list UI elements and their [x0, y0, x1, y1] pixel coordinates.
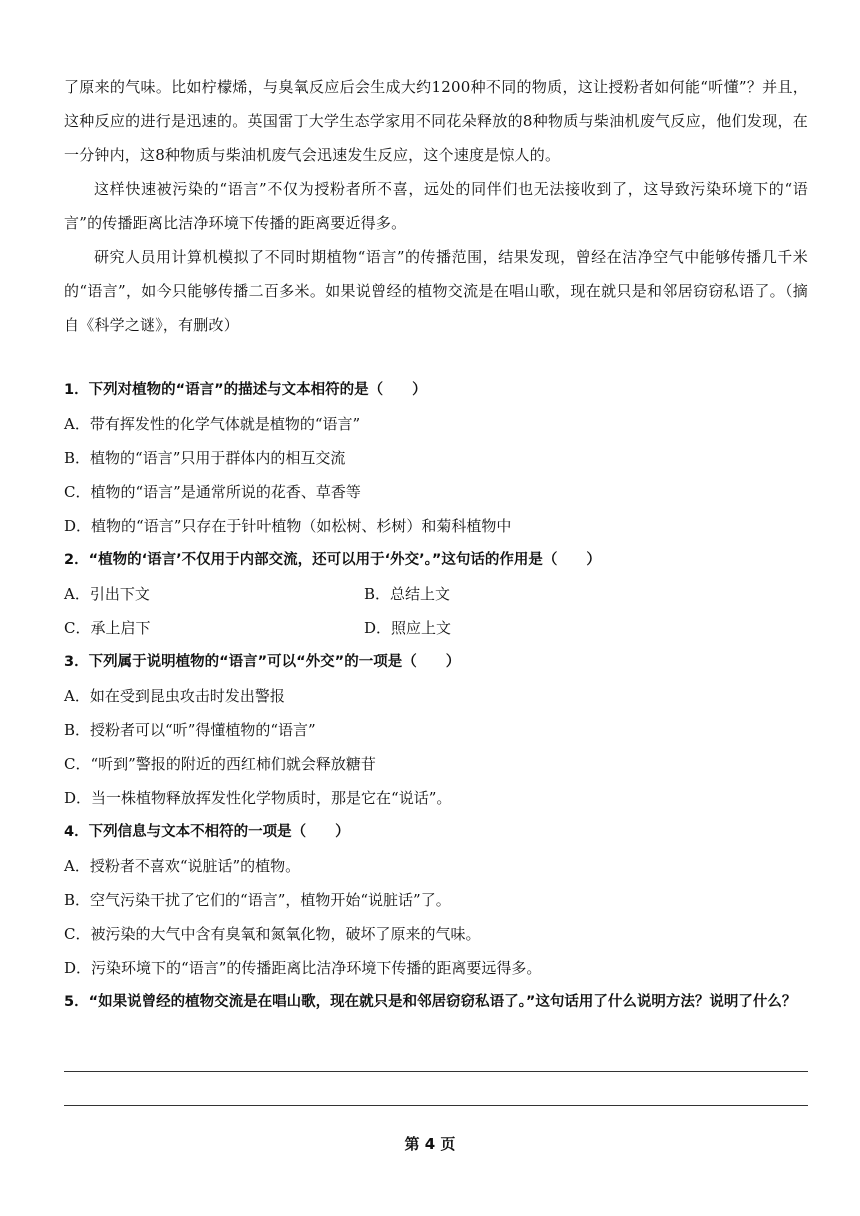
reading-passage: [64, 70, 808, 342]
answer-line-2[interactable]: [64, 1105, 808, 1106]
question-3-option-b: B．授粉者可以“听”得懂植物的“语言”: [64, 721, 316, 739]
question-3-option-a: A．如在受到昆虫攻击时发出警报: [64, 687, 285, 705]
question-1-option-d: D．植物的“语言”只存在于针叶植物（如松树、杉树）和菊科植物中: [64, 517, 512, 535]
passage-paragraph-2: 这样快速被污染的“语言”不仅为授粉者所不喜，远处的同伴们也无法接收到了，这导致污染环境下的“语言”的传播距离比洁净环境下传播的距离要近得多。: [64, 180, 808, 232]
answer-line-1[interactable]: [64, 1071, 808, 1072]
question-3-option-c: C．“听到”警报的附近的西红柿们就会释放糖苷: [64, 755, 376, 773]
question-1-option-a: A．带有挥发性的化学气体就是植物的“语言”: [64, 415, 361, 433]
passage-paragraph-1: 了原来的气味。比如柠檬烯，与臭氧反应后会生成大约1200种不同的物质，这让授粉者如何能“听懂”？并且，这种反应的进行是迅速的。英国雷丁大学生态学家用不同花朵释放的8种物质与柴油机废气反应，他们发现，在一分钟内，这8种物质与柴油机废气会迅速发生反应，这个速度是惊人的。: [64, 78, 808, 164]
page-number: 第 4 页: [404, 1135, 456, 1153]
question-2-stem: 2．“植物的‘语言’不仅用于内部交流，还可以用于‘外交’。”这句话的作用是（ ）: [64, 552, 601, 568]
question-2-option-d: D．照应上文: [364, 619, 452, 637]
question-2-option-a: A．引出下文: [64, 585, 150, 603]
question-4-option-d: D．污染环境下的“语言”的传播距离比洁净环境下传播的距离要远得多。: [64, 959, 542, 977]
question-2-option-row-1: [64, 577, 808, 611]
question-1-option-c: C．植物的“语言”是通常所说的花香、草香等: [64, 483, 361, 501]
question-1-stem: 1．下列对植物的“语言”的描述与文本相符的是（ ）: [64, 382, 427, 398]
question-2-option-b: B．总结上文: [364, 585, 451, 603]
question-3-stem: 3．下列属于说明植物的“语言”可以“外交”的一项是（ ）: [64, 654, 461, 670]
question-1-option-b: B．植物的“语言”只用于群体内的相互交流: [64, 449, 346, 467]
question-4-option-c: C．被污染的大气中含有臭氧和氮氧化物，破坏了原来的气味。: [64, 925, 481, 943]
question-4-option-b: B．空气污染干扰了它们的“语言”，植物开始“说脏话”了。: [64, 891, 451, 909]
question-4-stem: 4．下列信息与文本不相符的一项是（ ）: [64, 824, 350, 840]
question-list: [64, 373, 808, 1019]
passage-paragraph-3: 研究人员用计算机模拟了不同时期植物“语言”的传播范围，结果发现，曾经在洁净空气中能够传播几千米的“语言”，如今只能够传播二百多米。如果说曾经的植物交流是在唱山歌，现在就只是和邻居窃窃私语了。（摘自《科学之谜》，有删改）: [64, 248, 808, 334]
question-5-stem: 5．“如果说曾经的植物交流是在唱山歌，现在就只是和邻居窃窃私语了。”这句话用了什么说明方法？说明了什么？: [64, 994, 797, 1010]
question-4-option-a: A．授粉者不喜欢“说脏话”的植物。: [64, 857, 301, 875]
question-2-option-c: C．承上启下: [64, 619, 151, 637]
question-3-option-d: D．当一株植物释放挥发性化学物质时，那是它在“说话”。: [64, 789, 452, 807]
question-2-option-row-2: [64, 611, 808, 645]
